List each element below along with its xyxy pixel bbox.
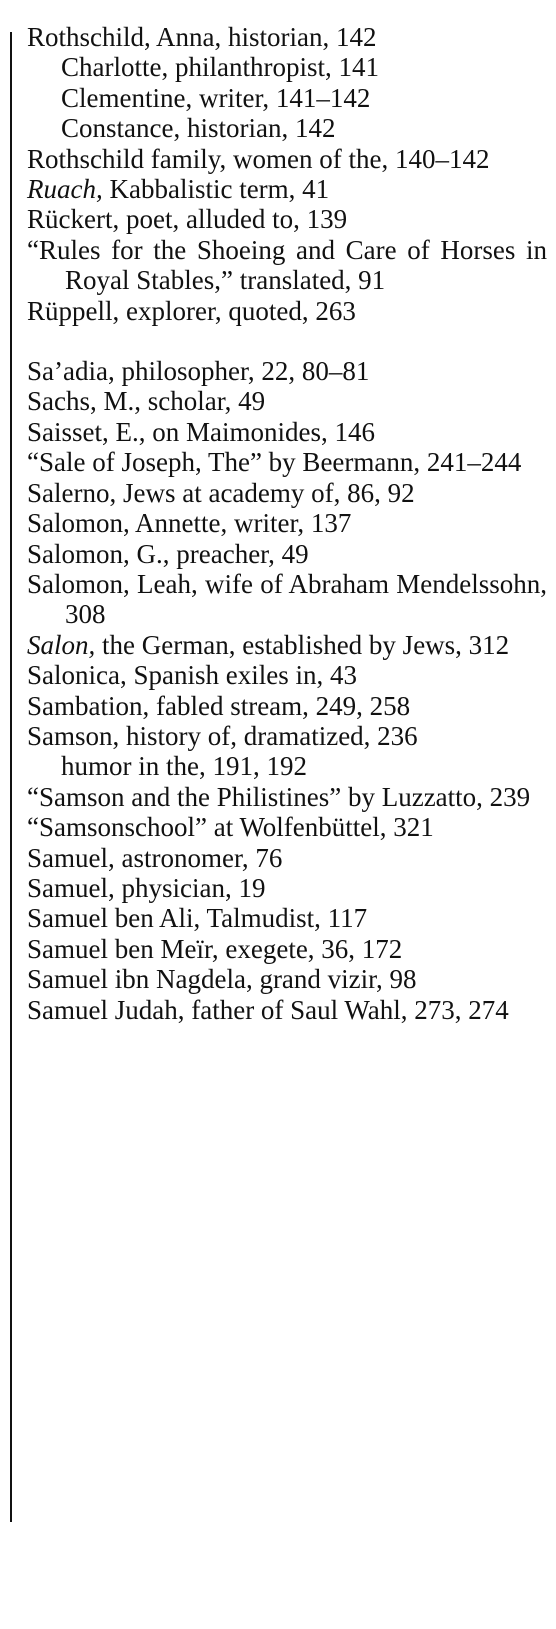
index-subentry: humor in the, 191, 192 [61, 751, 307, 782]
index-entry: Sachs, M., scholar, 49 [27, 386, 266, 417]
index-entry: Sa’adia, philosopher, 22, 80–81 [27, 356, 370, 387]
index-entry: Rüppell, explorer, quoted, 263 [27, 295, 356, 326]
index-entry-italic: Salon, [27, 629, 96, 660]
index-entry: Sambation, fabled stream, 249, 258 [27, 690, 411, 721]
index-entry [27, 630, 547, 660]
index-entry: Samuel ben Ali, Talmudist, 117 [27, 903, 368, 934]
index-entry: Samson, history of, dramatized, 236 [27, 720, 418, 751]
index-subentry: Clementine, writer, 141–142 [61, 82, 371, 113]
index-entry: Salomon, Annette, writer, 137 [27, 508, 352, 539]
index-subentry: Constance, historian, 142 [61, 113, 336, 144]
index-entry: Samuel, astronomer, 76 [27, 842, 283, 873]
index-entry: “Sale of Joseph, The” by Beermann, 241–244 [27, 447, 522, 478]
index-entry: Salomon, Leah, wife of Abraham Mendelssohn, 308 [27, 568, 547, 630]
index-column [27, 22, 547, 1025]
index-entry: Salerno, Jews at academy of, 86, 92 [27, 477, 415, 508]
index-entry: Samuel, physician, 19 [27, 872, 266, 903]
left-margin-rule [10, 32, 12, 1522]
index-entry: Samuel ben Meïr, exegete, 36, 172 [27, 933, 403, 964]
index-entry: Salonica, Spanish exiles in, 43 [27, 660, 357, 691]
letter-section-gap [27, 326, 547, 356]
index-entry: “Samson and the Philistines” by Luzzatto, 239 [27, 781, 531, 812]
index-entry: Rothschild family, women of the, 140–142 [27, 143, 490, 174]
index-entry: Rothschild, Anna, historian, 142 [27, 22, 377, 52]
index-entry: Rückert, poet, alluded to, 139 [27, 204, 348, 235]
index-entry: “Rules for the Shoeing and Care of Horses in Royal Stables,” translated, 91 [27, 234, 547, 296]
index-entry: Samuel Judah, father of Saul Wahl, 273, 274 [27, 994, 509, 1025]
index-entry: Samuel ibn Nagdela, grand vizir, 98 [27, 964, 417, 995]
index-entry [27, 174, 547, 204]
index-entry-text: Kabbalistic term, 41 [102, 174, 330, 205]
index-subentry: Charlotte, philanthropist, 141 [61, 52, 379, 83]
index-entry: Salomon, G., preacher, 49 [27, 538, 309, 569]
index-entry: Saisset, E., on Maimonides, 146 [27, 416, 375, 447]
index-entry-italic: Ruach, [27, 174, 103, 205]
index-entry: “Samsonschool” at Wolfenbüttel, 321 [27, 812, 434, 843]
index-entry-text: the German, established by Jews, 312 [95, 629, 510, 660]
